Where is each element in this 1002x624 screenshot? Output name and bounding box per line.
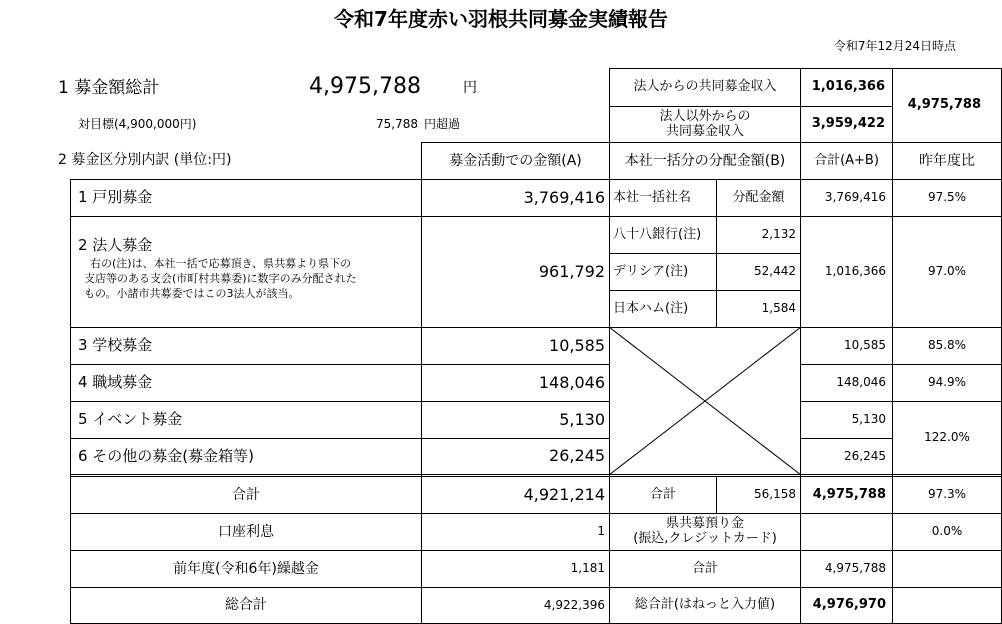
header-ab: 合計(A+B)	[814, 152, 879, 168]
deposit-label: 県共募預り金 (振込,クレジットカード)	[633, 516, 777, 546]
grand-a: 4,922,396	[543, 597, 605, 612]
row-house-ab: 3,769,416	[824, 190, 886, 205]
deposit-prev: 0.0%	[931, 524, 963, 539]
carry-label: 前年度(令和6年)繰越金	[173, 560, 319, 577]
b-head-amount: 分配金額	[732, 189, 785, 205]
row-work-label: 4 職域募金	[78, 373, 153, 392]
row-corp-note-1: 右の(注)は、本社一括で応募頂き、県共募より県下の	[90, 257, 352, 270]
grand-label: 総合計	[225, 597, 267, 614]
row-other-ab: 26,245	[844, 448, 886, 463]
row-other-a: 26,245	[549, 446, 605, 466]
row-house-a: 3,769,416	[523, 187, 605, 207]
row-event-label: 5 イベント募金	[78, 410, 183, 429]
sum-b: 56,158	[754, 487, 796, 502]
row-school-prev: 85.8%	[927, 338, 967, 353]
row-school-ab: 10,585	[844, 338, 886, 353]
row-event-other-prev: 122.0%	[924, 430, 970, 445]
row-corp-label: 2 法人募金	[78, 236, 153, 254]
grand-b-label: 総合計(はねっと入力値)	[634, 597, 776, 613]
carry-a: 1,181	[570, 561, 605, 576]
corp-income-label: 法人からの共同募金収入	[633, 79, 777, 95]
income-sum-value: 4,975,788	[907, 97, 981, 113]
target-label: 対目標(4,900,000円)	[78, 117, 197, 131]
total-unit: 円	[463, 80, 477, 96]
other-income-label: 法人以外からの 共同募金収入	[659, 108, 751, 139]
section2-label: 2 募金区分別内訳 (単位:円)	[58, 152, 232, 168]
company-amount: 1,584	[761, 301, 796, 316]
corp-income-value: 1,016,366	[811, 79, 885, 95]
row-corp-prev: 97.0%	[927, 264, 967, 279]
carry-ab: 4,975,788	[824, 561, 886, 576]
empty-cross-mark	[609, 327, 801, 475]
row-corp-note-3: もの。小諸市共募委ではこの3法人が該当。	[84, 287, 300, 300]
over-label: 円超過	[424, 117, 461, 131]
sum-b-label: 合計	[649, 486, 676, 502]
grand-ab: 4,976,970	[812, 597, 886, 613]
carry-b-label: 合計	[691, 560, 718, 576]
other-income-value: 3,959,422	[811, 116, 885, 132]
row-work-prev: 94.9%	[927, 375, 967, 390]
company-name: 日本ハム(注)	[613, 300, 689, 316]
row-corp-a: 961,792	[538, 261, 605, 281]
header-b: 本社一括分の分配金額(B)	[624, 152, 786, 169]
company-amount: 2,132	[761, 227, 796, 242]
b-head-company: 本社一括社名	[613, 189, 692, 205]
header-prev: 昨年度比	[919, 152, 975, 169]
over-amount: 75,788	[376, 117, 418, 131]
as-of-date: 令和7年12月24日時点	[833, 39, 956, 53]
company-name: デリシア(注)	[613, 263, 689, 279]
row-house-prev: 97.5%	[927, 190, 967, 205]
page-title: 令和7年度赤い羽根共同募金実績報告	[334, 7, 668, 31]
header-a: 募金活動での金額(A)	[449, 152, 582, 169]
row-other-label: 6 その他の募金(募金箱等)	[78, 446, 255, 465]
total-label: 1 募金額総計	[58, 78, 160, 98]
row-house-label: 1 戸別募金	[78, 188, 153, 207]
company-amount: 52,442	[754, 264, 796, 279]
company-name: 八十八銀行(注)	[613, 226, 702, 242]
row-corp-ab: 1,016,366	[824, 264, 886, 279]
sum-prev: 97.3%	[927, 487, 967, 502]
row-event-ab: 5,130	[851, 412, 886, 427]
row-work-a: 148,046	[538, 372, 605, 392]
interest-label: 口座利息	[218, 523, 274, 540]
sum-a: 4,921,214	[523, 484, 605, 504]
sum-ab: 4,975,788	[812, 486, 886, 502]
row-work-ab: 148,046	[836, 375, 886, 390]
row-event-a: 5,130	[559, 409, 605, 429]
sum-label: 合計	[232, 486, 260, 503]
interest-a: 1	[597, 524, 605, 539]
total-amount: 4,975,788	[309, 74, 421, 99]
row-school-label: 3 学校募金	[78, 336, 153, 355]
row-school-a: 10,585	[549, 335, 605, 355]
row-corp-note-2: 支店等のある支会(市町村共募委)に数字のみ分配された	[84, 272, 357, 285]
